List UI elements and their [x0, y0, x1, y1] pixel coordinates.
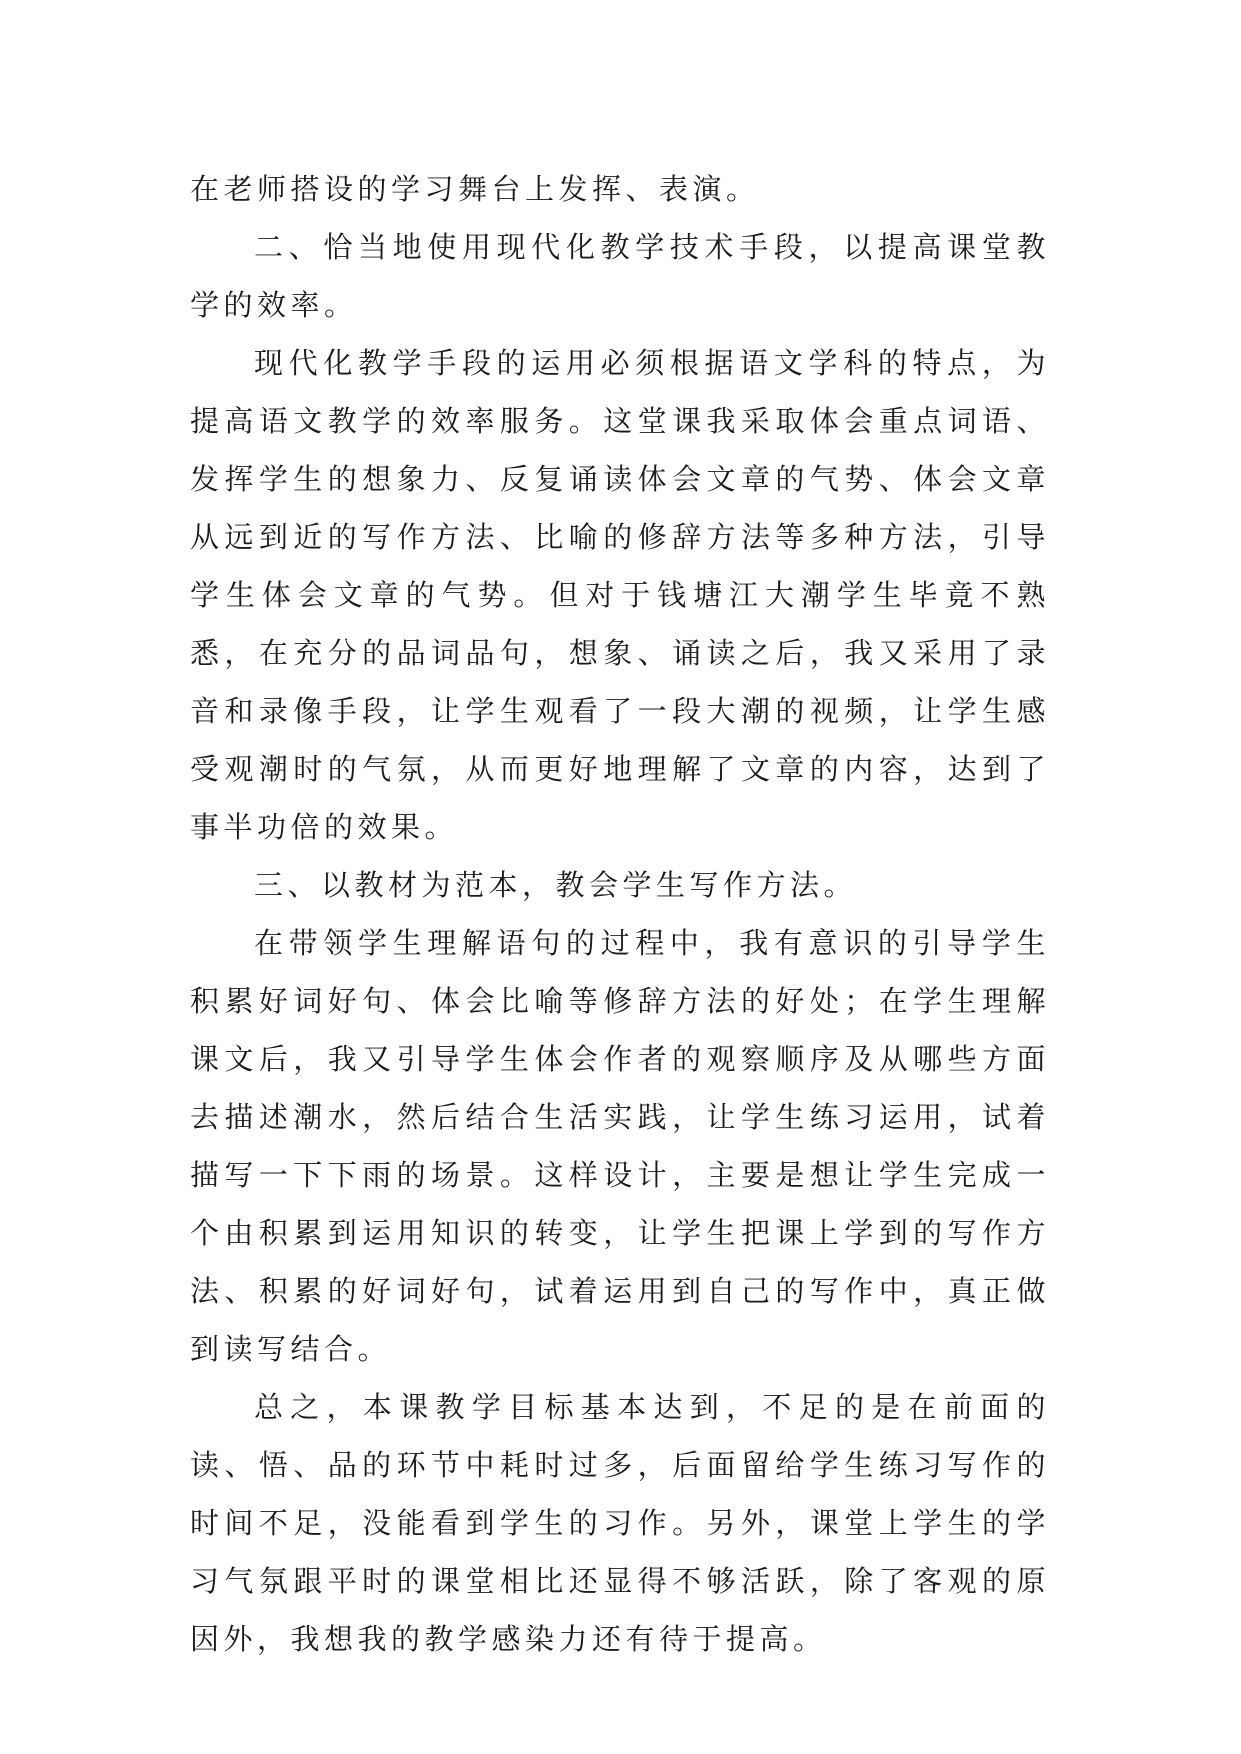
section-heading-3: 三、以教材为范本，教会学生写作方法。	[254, 868, 858, 902]
paragraph-continuation: 在老师搭设的学习舞台上发挥、表演。	[190, 172, 760, 206]
paragraph-writing-method: 在带领学生理解语句的过程中，我有意识的引导学生积累好词好句、体会比喻等修辞方法的好处；在学生理解课文后，我又引导学生体会作者的观察顺序及从哪些方面去描述潮水，然后结合生活实践，让学生练习运用，试着描写一下下雨的场景。这样设计，主要是想让学生完成一个由积累到运用知识的转变，让学生把课上学到的写作方法、积累的好词好句，试着运用到自己的写作中，真正做到读写结合。	[190, 926, 1050, 1366]
paragraph-modern-teaching: 现代化教学手段的运用必须根据语文学科的特点，为提高语文教学的效率服务。这堂课我采取体会重点词语、发挥学生的想象力、反复诵读体会文章的气势、体会文章从远到近的写作方法、比喻的修辞方法等多种方法，引导学生体会文章的气势。但对于钱塘江大潮学生毕竟不熟悉，在充分的品词品句，想象、诵读之后，我又采用了录音和录像手段，让学生观看了一段大潮的视频，让学生感受观潮时的气氛，从而更好地理解了文章的内容，达到了事半功倍的效果。	[190, 346, 1050, 844]
section-heading-2: 二、恰当地使用现代化教学技术手段，以提高课堂教学的效率。	[190, 230, 1050, 322]
document-page	[190, 160, 1050, 1668]
paragraph-summary: 总之，本课教学目标基本达到，不足的是在前面的读、悟、品的环节中耗时过多，后面留给学生练习写作的时间不足，没能看到学生的习作。另外，课堂上学生的学习气氛跟平时的课堂相比还显得不够活跃，除了客观的原因外，我想我的教学感染力还有待于提高。	[190, 1390, 1050, 1656]
